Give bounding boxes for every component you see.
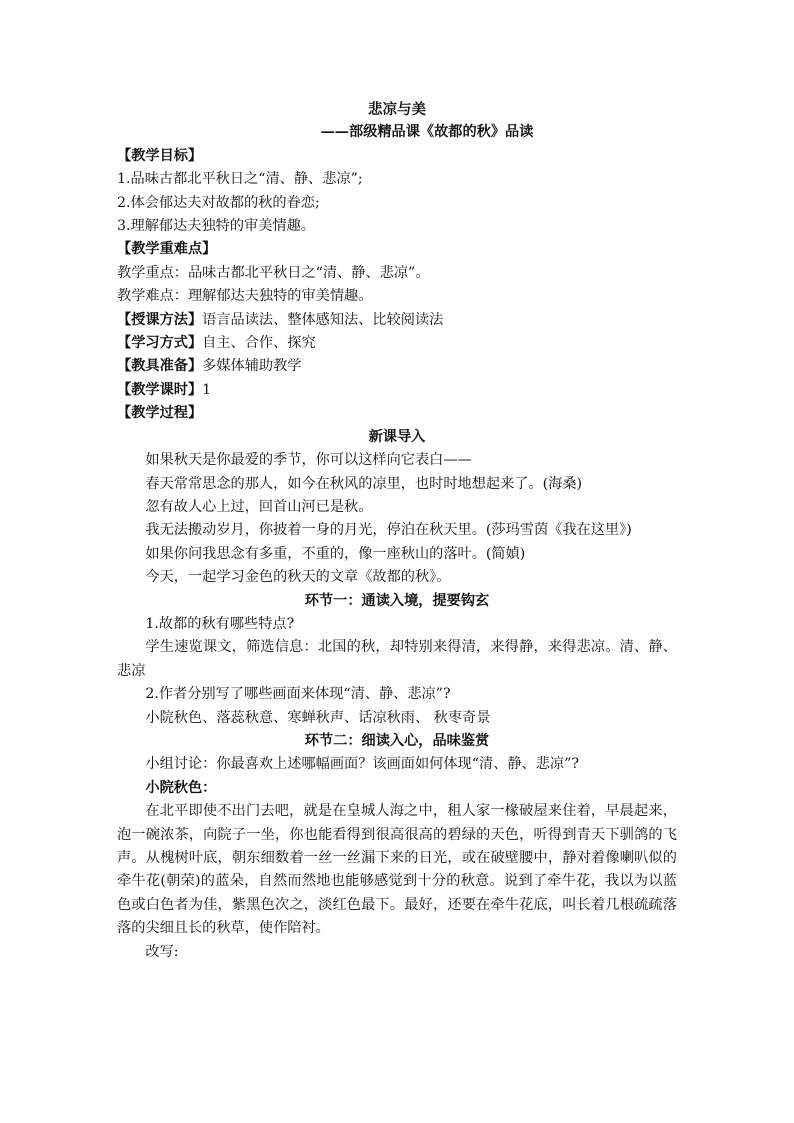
section1-question-2: 2.作者分别写了哪些画面来体现“清、静、悲凉”?	[145, 686, 451, 703]
section2-heading: 环节二：细读入心，品味鉴赏	[304, 732, 490, 749]
teaching-difficulty: 教学难点：理解郁达夫独特的审美情趣。	[117, 288, 373, 305]
key-points-heading: 【教学重难点】	[117, 241, 217, 258]
method-label: 【授课方法】	[117, 311, 203, 328]
section2-subheading: 小院秋色：	[145, 779, 217, 796]
rewrite-label: 改写:	[145, 943, 179, 960]
process-heading: 【教学过程】	[117, 405, 203, 422]
intro-heading: 新课导入	[368, 428, 426, 445]
section1-answer-1: 学生速览课文，筛选信息：北国的秋，却特别来得清，来得静，来得悲凉。清、静、悲凉	[117, 639, 677, 679]
hours-value: 1	[202, 381, 212, 398]
document-subtitle: ——部级精品课《故都的秋》品读	[320, 124, 534, 141]
section1-answer-2: 小院秋色、落蕊秋意、寒蝉秋声、话凉秋雨、 秋枣奇景	[145, 709, 491, 726]
tools-row	[117, 355, 677, 378]
intro-line-4: 我无法搬动岁月，你披着一身的月光，停泊在秋天里。(莎玛雪茵《我在这里》)	[145, 522, 632, 539]
teaching-focus: 教学重点：品味古都北平秋日之“清、静、悲凉”。	[117, 264, 430, 281]
hours-label: 【教学课时】	[117, 381, 203, 398]
intro-line-1: 如果秋天是你最爱的季节，你可以这样向它表白——	[145, 452, 472, 469]
learning-row	[117, 332, 677, 355]
tools-label: 【教具准备】	[117, 358, 203, 375]
learning-value: 自主、合作、探究	[202, 335, 316, 352]
document-page	[117, 98, 677, 964]
intro-line-3: 忽有故人心上过，回首山河已是秋。	[145, 498, 373, 515]
section1-question-1: 1.故都的秋有哪些特点?	[145, 615, 295, 632]
goal-item-3: 3.理解郁达夫独特的审美情趣。	[117, 218, 315, 235]
section1-heading: 环节一：通读入境，提要钩玄	[304, 592, 490, 609]
goal-item-1: 1.品味古都北平秋日之“清、静、悲凉”;	[117, 171, 363, 188]
method-row	[117, 309, 677, 332]
tools-value: 多媒体辅助教学	[202, 358, 302, 375]
intro-line-5: 如果你问我思念有多重，不重的，像一座秋山的落叶。(简媜)	[145, 545, 526, 562]
intro-line-2: 春天常常思念的那人，如今在秋风的凉里，也时时地想起来了。(海桑)	[145, 475, 583, 492]
intro-line-6: 今天，一起学习金色的秋天的文章《故都的秋》。	[145, 569, 451, 586]
goals-heading: 【教学目标】	[117, 147, 203, 164]
hours-row	[117, 379, 677, 402]
goal-item-2: 2.体会郁达夫对故都的秋的眷恋;	[117, 194, 320, 211]
learning-label: 【学习方式】	[117, 335, 203, 352]
document-title: 悲凉与美	[368, 101, 426, 118]
section2-discussion: 小组讨论：你最喜欢上述哪幅画面？该画面如何体现“清、静、悲凉”?	[145, 756, 579, 773]
method-value: 语言品读法、整体感知法、比较阅读法	[202, 311, 444, 328]
section2-passage: 在北平即使不出门去吧，就是在皇城人海之中，租人家一椽破屋来住着，早晨起来，泡一碗浓茶，向院子一坐，你也能看得到很高很高的碧绿的天色，听得到青天下驯鸽的飞声。从槐树叶底，朝东细数着一丝一丝漏下来的日光，或在破壁腰中，静对着像喇叭似的牵牛花(朝荣)的蓝朵，自然而然地也能够感觉到十分的秋意。说到了牵牛花，我以为以蓝色或白色者为佳，紫黑色次之，淡红色最下。最好，还要在牵牛花底，叫长着几根疏疏落落的尖细且长的秋草，使作陪衬。	[117, 803, 677, 937]
